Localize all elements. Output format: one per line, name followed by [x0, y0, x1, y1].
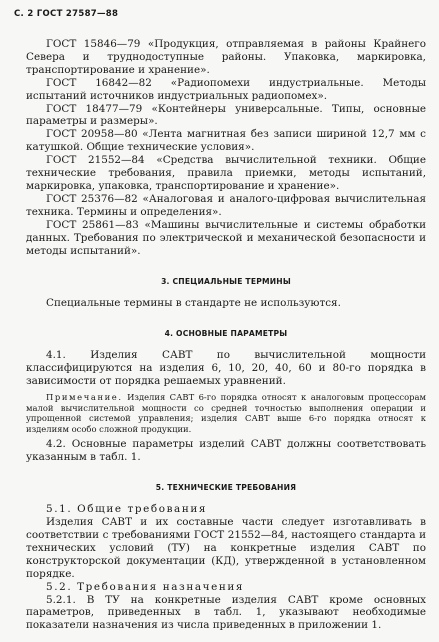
- section-3-heading: 3. СПЕЦИАЛЬНЫЕ ТЕРМИНЫ: [161, 277, 291, 287]
- note-text: Изделия САВТ 6-го порядка относят к аналоговым процессорам малой вычислительной мощности со средней точностью выполнения операции и упрощенной системой управления; изделия САВТ выше 6-го порядка относят к изделиям особо сложной продукции.: [26, 392, 426, 434]
- subsection-5-2-title: 5.2. Требования назначения: [46, 580, 245, 593]
- note-label: Примечание.: [46, 392, 123, 403]
- section-4-heading: 4. ОСНОВНЫЕ ПАРАМЕТРЫ: [164, 329, 288, 339]
- subsection-5-1-title: 5.1. Общие требования: [46, 503, 208, 516]
- page-header: С. 2 ГОСТ 27587—88: [14, 9, 119, 19]
- reference-item: ГОСТ 18477—79 «Контейнеры универсальные. Типы, основные параметры и размеры».: [26, 102, 426, 128]
- reference-item: ГОСТ 25376—82 «Аналоговая и аналого-цифровая вычислительная техника. Термины и определения».: [26, 192, 426, 218]
- paragraph-5-2-1: 5.2.1. В ТУ на конкретные изделия САВТ кроме основных параметров, приведенных в табл. 1, указывают необходимые показатели назначения из числа приведенных в приложении 1.: [26, 593, 426, 632]
- reference-item: ГОСТ 16842—82 «Радиопомехи индустриальные. Методы испытаний источников индустриальных радиопомех».: [26, 76, 426, 102]
- note: [26, 392, 426, 434]
- reference-item: ГОСТ 25861—83 «Машины вычислительные и системы обработки данных. Требования по электрической и механической безопасности и методы испытаний».: [26, 218, 426, 257]
- reference-item: ГОСТ 15846—79 «Продукция, отправляемая в районы Крайнего Севера и труднодоступные районы. Упаковка, маркировка, транспортирование и хранение».: [26, 38, 426, 76]
- paragraph-4-2: 4.2. Основные параметры изделий САВТ должны соответствовать указанным в табл. 1.: [26, 438, 426, 464]
- reference-item: ГОСТ 21552—84 «Средства вычислительной техники. Общие технические требования, правила приемки, методы испытаний, маркировка, упаковка, транспортирование и хранение».: [26, 154, 426, 192]
- paragraph-5-1: Изделия САВТ и их составные части следует изготавливать в соответствии с требованиями ГОСТ 21552—84, настоящего стандарта и технических условий (ТУ) на конкретные изделия САВТ по конструкторской документации (КД), утвержденной в установленном порядке.: [26, 516, 426, 580]
- reference-item: ГОСТ 20958—80 «Лента магнитная без записи шириной 12,7 мм с катушкой. Общие технические условия».: [26, 128, 426, 154]
- paragraph-4-1: 4.1. Изделия САВТ по вычислительной мощности классифицируются на изделия 6, 10, 20, 40, 60 и 80-го порядка в зависимости от порядка решаемых уравнений.: [26, 349, 426, 388]
- section-5-heading: 5. ТЕХНИЧЕСКИЕ ТРЕБОВАНИЯ: [155, 483, 297, 493]
- section-3-text: Специальные термины в стандарте не используются.: [46, 297, 341, 310]
- document-body: [26, 38, 426, 632]
